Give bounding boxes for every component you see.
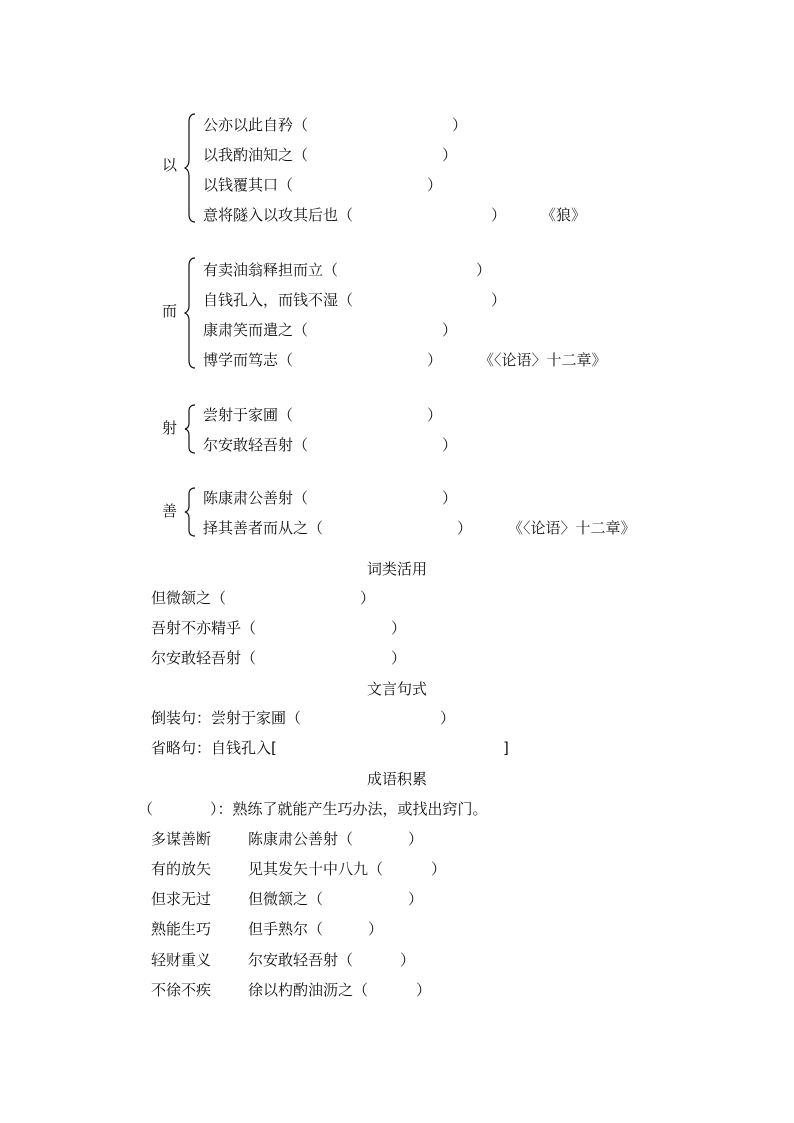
brace-icon	[183, 112, 197, 224]
yi-closer-4: ）	[491, 206, 507, 224]
brace-icon	[183, 256, 197, 370]
group-label-shan: 善	[162, 502, 178, 520]
she-item-2: 尔安敢轻吾射（	[203, 436, 309, 454]
cilei-closer-1: ）	[360, 589, 376, 607]
er-closer-2: ）	[491, 291, 507, 309]
chengyu-right-5: 尔安敢轻吾射（	[248, 951, 354, 969]
group-label-yi: 以	[162, 156, 178, 174]
yi-closer-1: ）	[452, 116, 468, 134]
yi-item-4: 意将隧入以攻其后也（	[203, 206, 354, 224]
chengyu-right-2: 见其发矢十中八九（	[248, 860, 384, 878]
er-item-1: 有卖油翁释担而立（	[203, 261, 339, 279]
chengyu-right-6: 徐以杓酌油沥之（	[248, 981, 369, 999]
section-title-chengyu: 成语积累	[366, 770, 427, 788]
juzi-item-1: 倒装句：尝射于家圃（	[151, 709, 302, 727]
chengyu-closer-4: ）	[368, 920, 384, 938]
chengyu-closer-1: ）	[408, 830, 424, 848]
shan-closer-1: ）	[442, 489, 458, 507]
chengyu-left-5: 轻财重义	[151, 951, 212, 969]
chengyu-left-6: 不徐不疾	[151, 981, 212, 999]
cilei-item-2: 吾射不亦精乎（	[151, 619, 257, 637]
er-item-2: 自钱孔入，而钱不湿（	[203, 291, 354, 309]
cilei-closer-2: ）	[391, 619, 407, 637]
chengyu-closer-3: ）	[408, 890, 424, 908]
chengyu-closer-5: ）	[400, 951, 416, 969]
shan-item-1: 陈康肃公善射（	[203, 489, 309, 507]
group-label-er: 而	[162, 302, 178, 320]
yi-item-2: 以我酌油知之（	[203, 146, 309, 164]
chengyu-closer-6: ）	[416, 981, 432, 999]
juzi-closer-2: ]	[503, 739, 509, 757]
chengyu-right-4: 但手熟尔（	[248, 920, 324, 938]
she-closer-1: ）	[427, 406, 443, 424]
shan-note: 《〈论语〉十二章》	[508, 519, 636, 537]
yi-item-3: 以钱覆其口（	[203, 176, 294, 194]
er-closer-4: ）	[427, 351, 443, 369]
cilei-closer-3: ）	[391, 649, 407, 667]
chengyu-closer-2: ）	[431, 860, 447, 878]
chengyu-right-1: 陈康肃公善射（	[248, 830, 354, 848]
er-note: 《〈论语〉十二章》	[479, 351, 607, 369]
chengyu-definition-open: （	[138, 800, 154, 818]
er-item-3: 康肃笑而遣之（	[203, 321, 309, 339]
yi-note: 《狼》	[541, 206, 587, 224]
chengyu-left-3: 但求无过	[151, 890, 212, 908]
chengyu-definition: ）：熟练了就能产生巧办法，或找出窍门。	[210, 800, 488, 818]
chengyu-left-2: 有的放矢	[151, 860, 212, 878]
shan-item-2: 择其善者而从之（	[203, 519, 324, 537]
she-closer-2: ）	[442, 436, 458, 454]
er-closer-1: ）	[476, 261, 492, 279]
cilei-item-3: 尔安敢轻吾射（	[151, 649, 257, 667]
group-label-she: 射	[162, 419, 178, 437]
yi-closer-2: ）	[442, 146, 458, 164]
section-title-juzi: 文言句式	[366, 680, 427, 698]
juzi-closer-1: ）	[440, 709, 456, 727]
yi-closer-3: ）	[427, 176, 443, 194]
er-item-4: 博学而笃志（	[203, 351, 294, 369]
cilei-item-1: 但微颔之（	[151, 589, 227, 607]
section-title-cilei: 词类活用	[366, 560, 427, 578]
chengyu-left-1: 多谋善断	[151, 830, 212, 848]
chengyu-left-4: 熟能生巧	[151, 920, 212, 938]
brace-icon	[183, 486, 197, 538]
chengyu-right-3: 但微颔之（	[248, 890, 324, 908]
brace-icon	[183, 403, 197, 455]
she-item-1: 尝射于家圃（	[203, 406, 294, 424]
juzi-item-2: 省略句：自钱孔入[	[151, 739, 277, 757]
er-closer-3: ）	[442, 321, 458, 339]
yi-item-1: 公亦以此自矜（	[203, 116, 309, 134]
shan-closer-2: ）	[457, 519, 473, 537]
